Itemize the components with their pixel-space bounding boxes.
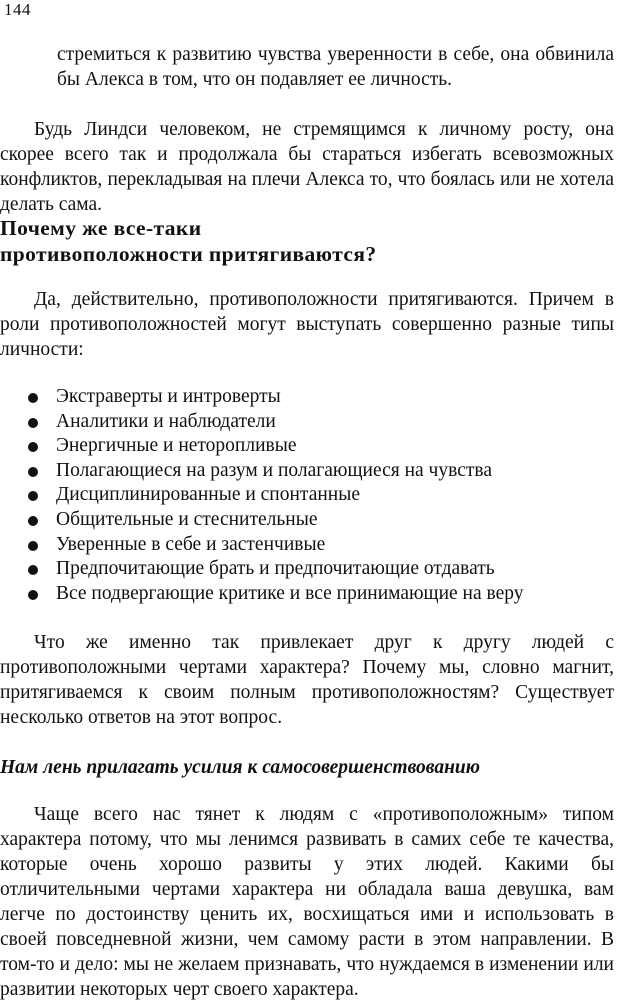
continued-paragraph: стремиться к развитию чувства уверенности в себе, она обвинила бы Алекса в том, что он подавляет ее личность.	[57, 44, 614, 90]
bullet-icon	[28, 418, 38, 428]
bullet-icon	[28, 565, 38, 575]
list-item-text: Аналитики и наблюдатели	[56, 410, 276, 432]
list-item	[24, 557, 614, 582]
list-item	[24, 410, 614, 435]
section-heading-line: противоположности притягиваются?	[0, 242, 377, 266]
bullet-icon	[28, 590, 38, 600]
list-item	[24, 582, 614, 607]
list-item	[24, 434, 614, 459]
list-item-text: Дисциплинированные и спонтанные	[56, 484, 360, 506]
page-number: 144	[4, 0, 31, 19]
bullet-icon	[28, 467, 38, 477]
bullet-icon	[28, 516, 38, 526]
list-item	[24, 508, 614, 533]
list-item-text: Предпочитающие брать и предпочитающие отдавать	[56, 558, 495, 580]
list-item	[24, 483, 614, 508]
bullet-icon	[28, 491, 38, 501]
bullet-icon	[28, 541, 38, 551]
list-item-text: Экстраверты и интроверты	[56, 386, 281, 407]
paragraph: Да, действительно, противоположности притягиваются. Причем в роли противоположностей могут выступать совершенно разные типы личности:	[0, 289, 614, 360]
paragraph: Чаще всего нас тянет к людям с «противоположным» типом характера потому, что мы ленимся развивать в самих себе те качества, которые очень хорошо развиты у этих людей. Какими бы отличительными чертами характера ни обладала ваша девушка, вам легче по достоинству ценить их, восхищаться ими и использовать в своей повседневной жизни, чем самому расти в этом направлении. В том-то и дело: мы не желаем признавать, что нуждаемся в изменении или развитии некоторых черт своего характера.	[0, 804, 614, 1000]
list-item-text: Общительные и стеснительные	[56, 508, 318, 530]
section-heading-line: Почему же все-таки	[0, 216, 202, 240]
bullet-list	[24, 385, 614, 606]
bullet-icon	[28, 442, 38, 452]
list-item	[24, 459, 614, 484]
list-item-text: Энергичные и неторопливые	[56, 435, 297, 457]
list-item	[24, 385, 614, 410]
subsection-heading: Нам лень прилагать усилия к самосовершенствованию	[0, 757, 481, 778]
bullet-icon	[28, 393, 38, 403]
paragraph: Что же именно так привлекает друг к другу людей с противоположными чертами характера? Почему мы, словно магнит, притягиваемся к своим полным противоположностям? Существует несколько ответов на этот вопрос.	[0, 632, 614, 728]
section-heading	[0, 215, 614, 267]
list-item-text: Уверенные в себе и застенчивые	[56, 533, 326, 555]
list-item-text: Полагающиеся на разум и полагающиеся на чувства	[56, 459, 492, 481]
list-item	[24, 533, 614, 558]
paragraph: Будь Линдси человеком, не стремящимся к личному росту, она скорее всего так и продолжала бы стараться избегать всевозможных конфликтов, перекладывая на плечи Алекса то, что боялась или не хотела делать сама.	[0, 119, 614, 215]
list-item-text: Все подвергающие критике и все принимающие на веру	[56, 582, 524, 604]
